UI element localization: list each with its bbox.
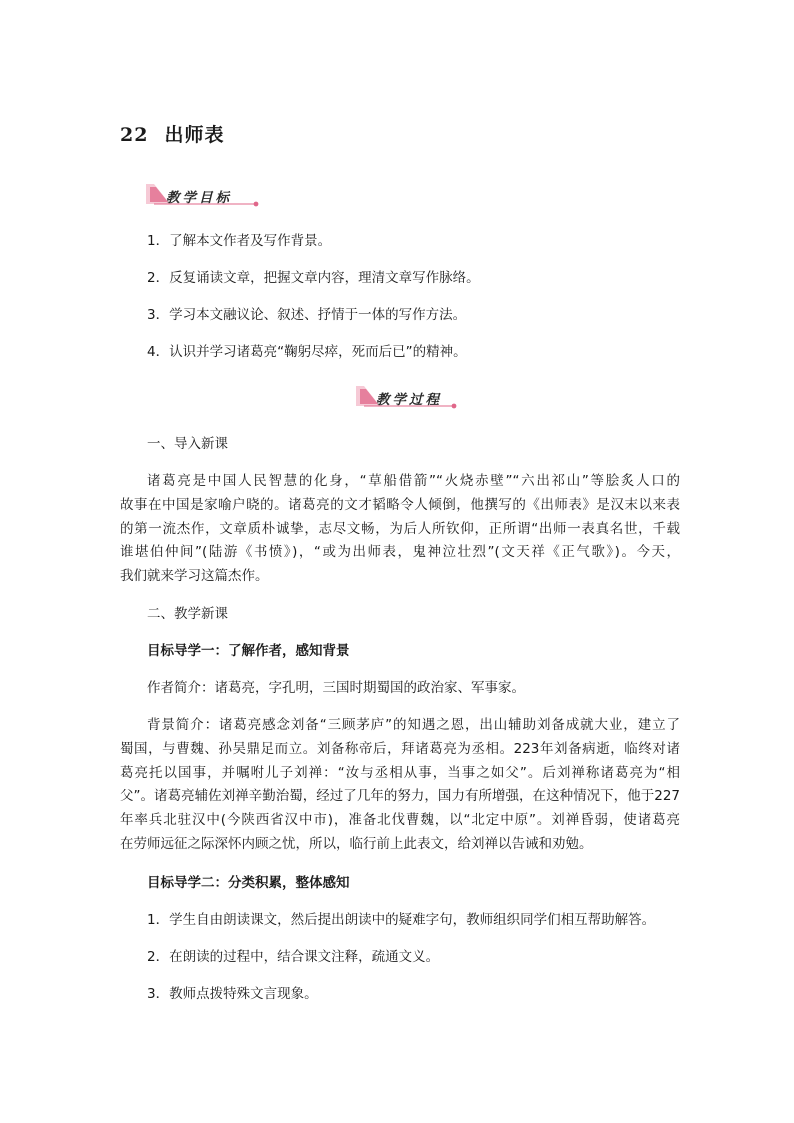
intro-paragraph: [120, 471, 680, 590]
new-lesson-heading: 二、教学新课: [147, 606, 228, 622]
author-intro: 作者简介：诸葛亮，字孔明，三国时期蜀国的政治家、军事家。: [147, 680, 525, 696]
goal-item-1: 1．了解本文作者及写作背景。: [147, 233, 332, 249]
goal-item-3: 3．学习本文融议论、叙述、抒情于一体的写作方法。: [147, 307, 467, 323]
teaching-goals-label: 教学目标: [166, 190, 232, 206]
lesson-name: 出师表: [164, 124, 225, 146]
background-paragraph: [120, 715, 680, 858]
goal-item-4: 4．认识并学习诸葛亮“鞠躬尽瘁，死而后已”的精神。: [147, 344, 467, 360]
intro-line-5: 我们就来学习这篇杰作。: [120, 568, 269, 585]
background-line-3: 葛亮托以国事，并嘱咐儿子刘禅：“汝与丞相从事，当事之如父”。后刘禅称诸葛亮为“相: [120, 764, 680, 781]
goal1-heading: 目标导学一：了解作者，感知背景: [147, 643, 350, 659]
lesson-number: 22: [120, 124, 149, 146]
teaching-process-label: 教学过程: [376, 392, 442, 408]
background-line-5: 年率兵北驻汉中(今陕西省汉中市)，准备北伐曹魏，以“北定中原”。刘禅昏弱，使诸葛亮: [120, 812, 680, 829]
teaching-goals-badge: [146, 182, 266, 212]
goal2-heading: 目标导学二：分类积累，整体感知: [147, 875, 350, 891]
goal2-item-2: 2．在朗读的过程中，结合课文注释，疏通文义。: [147, 949, 440, 965]
intro-line-1: 诸葛亮是中国人民智慧的化身，“草船借箭”“火烧赤壁”“六出祁山”等脍炙人口的: [147, 473, 680, 489]
background-line-6: 在劳师远征之际深怀内顾之忧，所以，临行前上此表文，给刘禅以告诫和劝勉。: [120, 835, 593, 852]
goal2-item-1: 1．学生自由朗读课文，然后提出朗读中的疑难字句，教师组织同学们相互帮助解答。: [147, 912, 656, 928]
lesson-title: [120, 120, 224, 147]
goal2-item-3: 3．教师点拨特殊文言现象。: [147, 986, 318, 1002]
intro-line-2: 故事在中国是家喻户晓的。诸葛亮的文才韬略令人倾倒，他撰写的《出师表》是汉末以来表: [120, 496, 680, 513]
intro-line-4: 谁堪伯仲间”(陆游《书愤》)，“或为出师表，鬼神泣壮烈”(文天祥《正气歌》)。今天，: [120, 544, 680, 561]
background-line-1: 背景简介：诸葛亮感念刘备“三顾茅庐”的知遇之恩，出山辅助刘备成就大业，建立了: [147, 717, 680, 733]
goal-item-2: 2．反复诵读文章，把握文章内容，理清文章写作脉络。: [147, 270, 480, 286]
teaching-process-badge: [356, 384, 476, 414]
intro-line-3: 的第一流杰作，文章质朴诚挚，志尽文畅，为后人所钦仰，正所谓“出师一表真名世，千载: [120, 520, 680, 537]
background-line-4: 父”。诸葛亮辅佐刘禅辛勤治蜀，经过了几年的努力，国力有所增强，在这种情况下，他于227: [120, 788, 680, 805]
intro-heading: 一、导入新课: [147, 436, 228, 452]
background-line-2: 蜀国，与曹魏、孙吴鼎足而立。刘备称帝后，拜诸葛亮为丞相。223年刘备病逝，临终对诸: [120, 740, 680, 757]
